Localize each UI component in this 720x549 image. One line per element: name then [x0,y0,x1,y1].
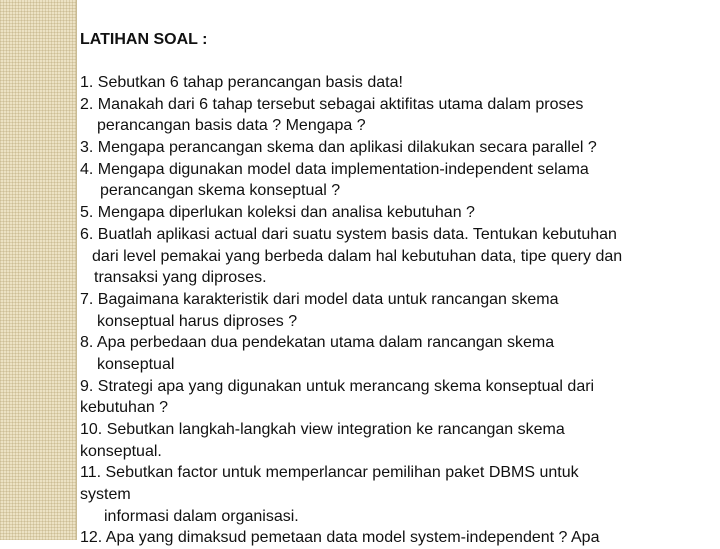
question-line-continuation: system [80,486,131,504]
question-line: 2. Manakah dari 6 tahap tersebut sebagai aktifitas utama dalam proses [80,95,584,113]
question-line-continuation: perancangan basis data ? Mengapa ? [97,117,366,135]
question-line: 10. Sebutkan langkah-langkah view integration ke rancangan skema [80,421,565,438]
question-line-continuation: dari level pemakai yang berbeda dalam hal kebutuhan data, tipe query dan [92,247,623,265]
question-line: 8. Apa perbedaan dua pendekatan utama dalam rancangan skema [80,334,555,352]
question-line-continuation: konseptual harus diproses ? [97,312,298,330]
question-line-continuation: informasi dalam organisasi. [104,507,299,525]
question-line-continuation: transaksi yang diproses. [94,269,267,287]
decorative-side-strip [0,0,77,540]
question-line-continuation: konseptual [97,355,175,373]
question-line: 9. Strategi apa yang digunakan untuk merancang skema konseptual dari [80,377,595,395]
question-line: 6. Buatlah aplikasi actual dari suatu system basis data. Tentukan kebutuhan [80,225,617,243]
question-line: 1. Sebutkan 6 tahap perancangan basis data! [80,74,403,91]
question-line-continuation: konseptual. [80,442,162,460]
exercise-panel [80,29,712,549]
question-list [80,72,712,549]
question-line: 7. Bagaimana karakteristik dari model data untuk rancangan skema [80,290,559,308]
exercise-heading: LATIHAN SOAL : [80,31,208,48]
question-line: 3. Mengapa perancangan skema dan aplikasi dilakukan secara parallel ? [80,139,597,157]
question-line: 12. Apa yang dimaksud pemetaan data model system-independent ? Apa [80,529,600,547]
question-line: 5. Mengapa diperlukan koleksi dan analisa kebutuhan ? [80,204,475,222]
question-line: 11. Sebutkan factor untuk memperlancar pemilihan paket DBMS untuk [80,464,579,482]
question-line-continuation: kebutuhan ? [80,399,169,417]
question-line: 4. Mengapa digunakan model data implementation-independent selama [80,160,589,178]
question-line-continuation: perancangan skema konseptual ? [100,182,341,200]
